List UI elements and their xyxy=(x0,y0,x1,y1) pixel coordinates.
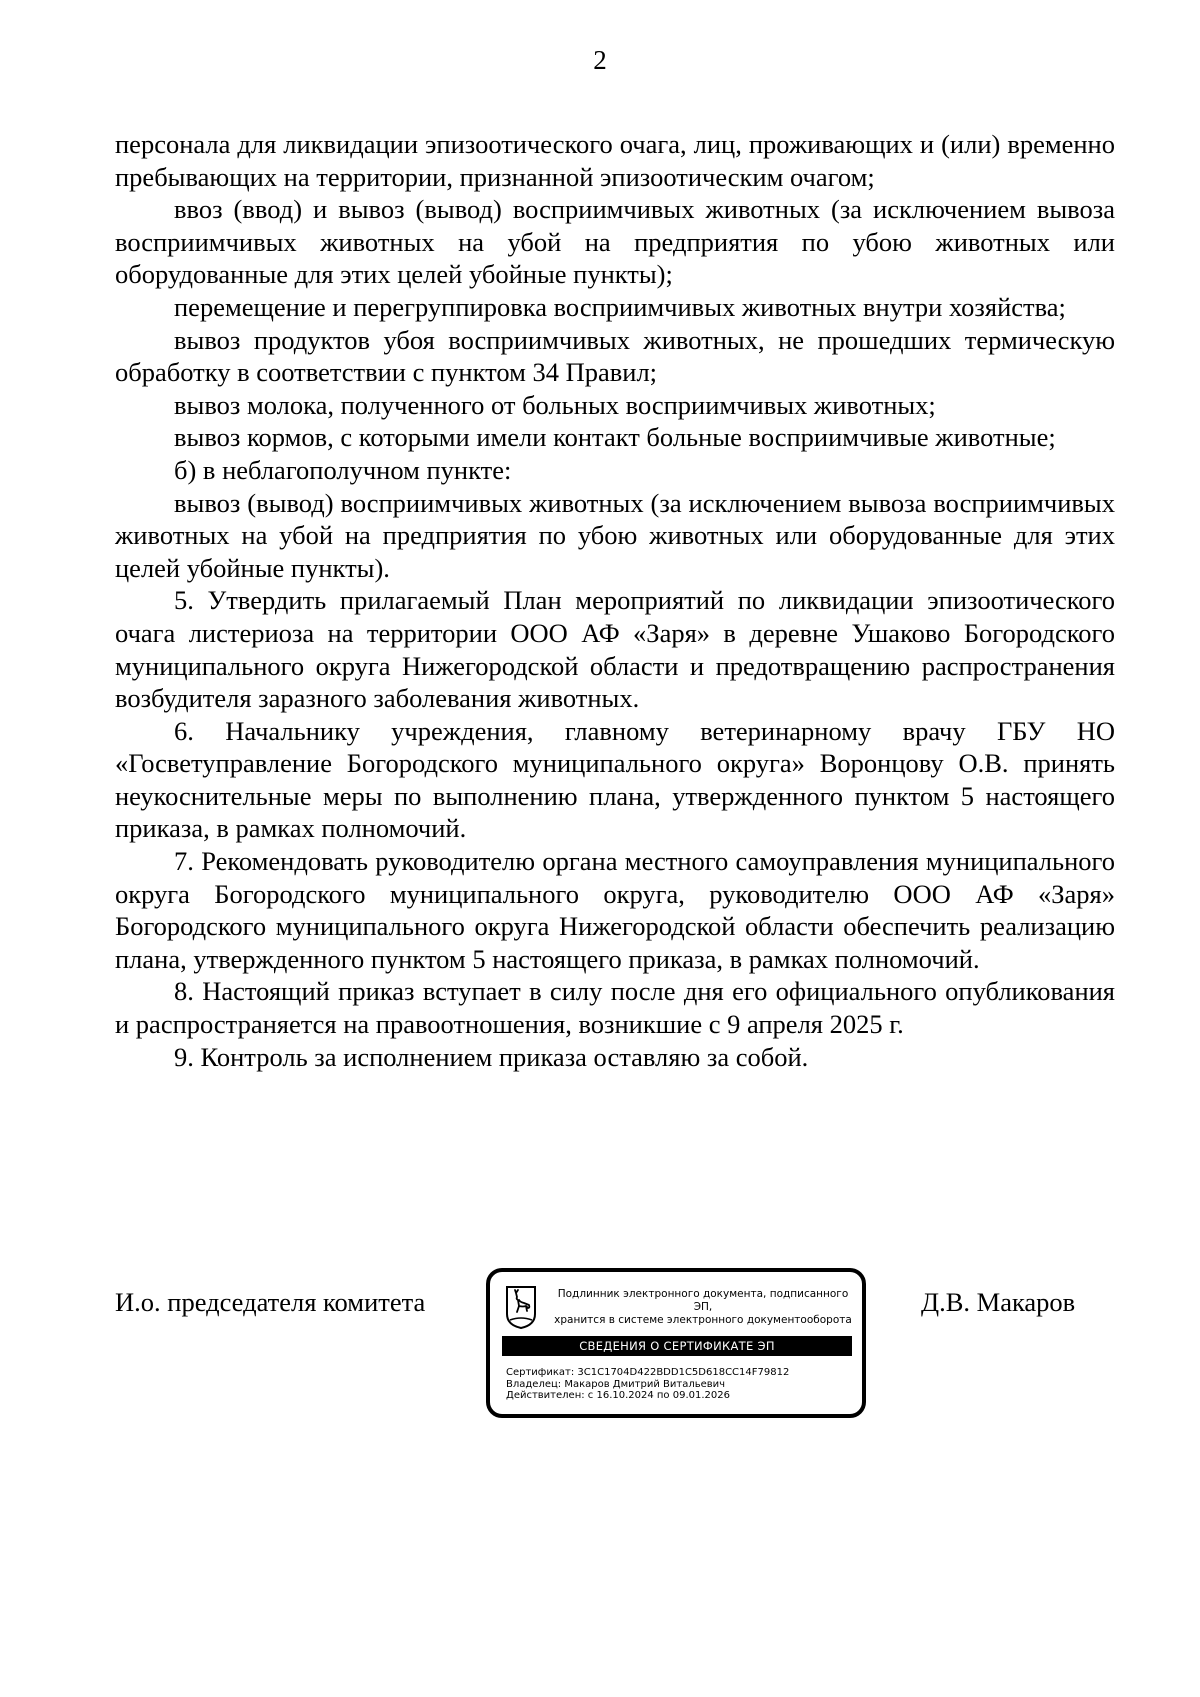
stamp-certificate-number: Сертификат: 3C1C1704D422BDD1C5D618CC14F79812 xyxy=(506,1367,790,1378)
paragraph-item-7: 7. Рекомендовать руководителю органа местного самоуправления муниципального округа Богородского муниципального округа, руководителю ООО АФ «Заря» Богородского муниципального округа Нижегородской области обеспечить реализацию плана, утвержденного пунктом 5 настоящего приказа, в рамках полномочий. xyxy=(115,846,1115,974)
stamp-original-line: хранится в системе электронного документооборота xyxy=(554,1314,852,1326)
stamp-certificate-details xyxy=(506,1367,856,1402)
paragraph: вывоз (вывод) восприимчивых животных (за исключением вывоза восприимчивых животных на убой на предприятия по убою животных или оборудованные для этих целей убойные пункты). xyxy=(115,487,1115,583)
page-number: 2 xyxy=(593,45,607,75)
paragraph: перемещение и перегруппировка восприимчивых животных внутри хозяйства; xyxy=(174,291,1066,322)
paragraph-item-5: 5. Утвердить прилагаемый План мероприятий по ликвидации эпизоотического очага листериоза на территории ООО АФ «Заря» в деревне Ушаково Богородского муниципального округа Нижегородской области и предотвращению распространения возбудителя заразного заболевания животных. xyxy=(115,585,1115,714)
paragraph: персонала для ликвидации эпизоотического очага, лиц, проживающих и (или) временно пребывающих на территории, признанной эпизоотическим очагом; xyxy=(115,129,1115,192)
paragraph: ввоз (ввод) и вывоз (вывод) восприимчивых животных (за исключением вывоза восприимчивых животных на убой на предприятия по убою животных или оборудованные для этих целей убойные пункты); xyxy=(115,194,1115,290)
paragraph-item-9: 9. Контроль за исполнением приказа оставляю за собой. xyxy=(174,1041,809,1072)
paragraph-item-8: 8. Настоящий приказ вступает в силу после дня его официального опубликования и распространяется на правоотношения, возникшие с 9 апреля 2025 г. xyxy=(115,976,1115,1040)
paragraph-item-6: 6. Начальнику учреждения, главному ветеринарному врачу ГБУ НО «Госветуправление Богородского муниципального округа» Воронцову О.В. принять неукоснительные меры по выполнению плана, утвержденного пунктом 5 настоящего приказа, в рамках полномочий. xyxy=(115,715,1115,844)
signatory-title: И.о. председателя комитета xyxy=(115,1287,426,1317)
electronic-signature-stamp xyxy=(486,1268,866,1418)
signature-block xyxy=(115,1268,1115,1418)
stamp-certificate-validity: Действителен: с 16.10.2024 по 09.01.2026 xyxy=(506,1390,730,1401)
paragraph: вывоз кормов, с которыми имели контакт больные восприимчивые животные; xyxy=(174,422,1056,453)
stamp-certificate-owner: Владелец: Макаров Дмитрий Витальевич xyxy=(506,1378,726,1390)
stamp-original-note xyxy=(548,1288,858,1327)
paragraph: вывоз молока, полученного от больных восприимчивых животных; xyxy=(174,389,936,420)
nizhny-novgorod-deer-emblem-icon xyxy=(504,1284,538,1330)
stamp-original-line: Подлинник электронного документа, подписанного ЭП, xyxy=(557,1288,849,1313)
stamp-certificate-header: СВЕДЕНИЯ О СЕРТИФИКАТЕ ЭП xyxy=(502,1336,852,1356)
document-body xyxy=(115,128,1115,1073)
signatory-name: Д.В. Макаров xyxy=(921,1287,1076,1317)
paragraph: вывоз продуктов убоя восприимчивых животных, не прошедших термическую обработку в соответствии с пунктом 34 Правил; xyxy=(115,324,1115,388)
paragraph: б) в неблагополучном пункте: xyxy=(174,454,512,485)
